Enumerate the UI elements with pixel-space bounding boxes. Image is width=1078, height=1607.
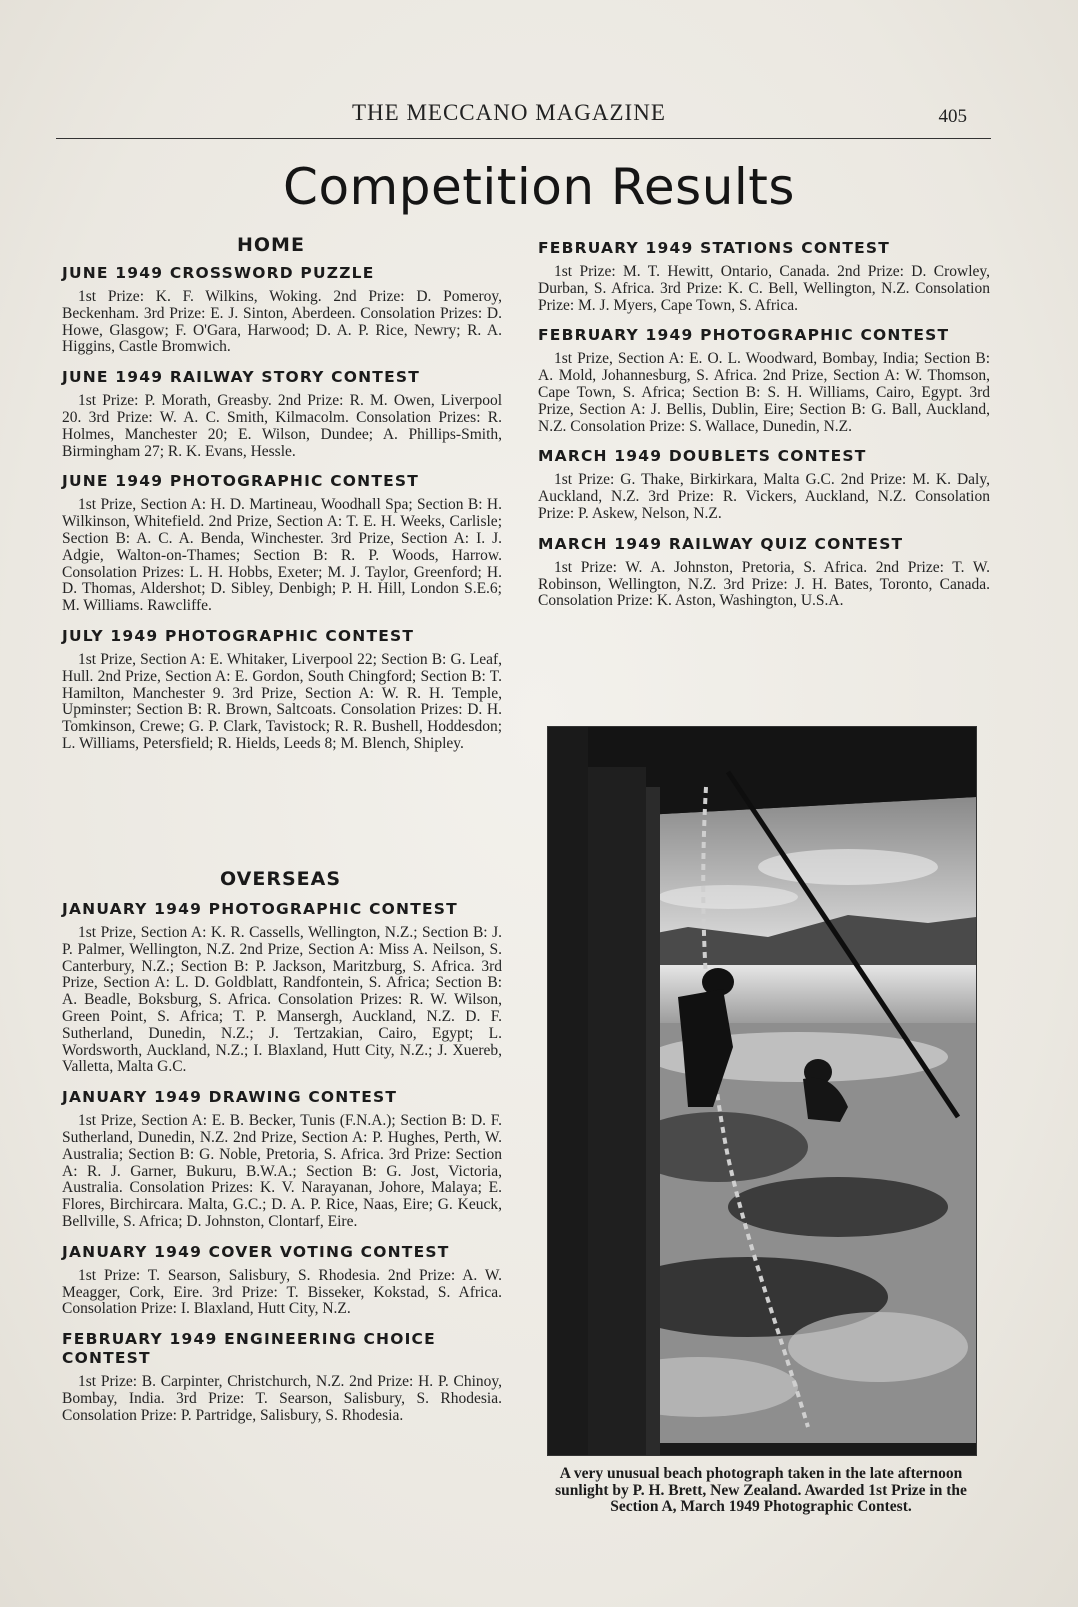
contest-title: FEBRUARY 1949 PHOTOGRAPHIC CONTEST <box>538 326 950 345</box>
contest-entry <box>62 627 502 753</box>
contest-results: 1st Prize: T. Searson, Salisbury, S. Rhodesia. 2nd Prize: A. W. Meagger, Cork, Eire. 3rd Prize: T. Bisseker, Kokstad, S. Africa. Consolation Prize: I. Blaxland, Hutt City, N.Z. <box>62 1266 502 1318</box>
contest-results: 1st Prize, Section A: E. O. L. Woodward, Bombay, India; Section B: A. Mold, Johannesburg, S. Africa. 2nd Prize, Section A: W. Thomson, Cape Town, S. Africa; Section B: S. H. Williams, Cairo, Egypt. 3rd Prize, Section A: J. Bellis, Dublin, Eire; Section B: G. Ball, Auckland, N.Z. Consolation Prize: S. Wallace, Dunedin, N.Z. <box>538 350 990 435</box>
contest-title: FEBRUARY 1949 ENGINEERING CHOICE CONTEST <box>62 1330 436 1368</box>
contest-entry <box>62 1243 502 1318</box>
contest-results: 1st Prize: M. T. Hewitt, Ontario, Canada. 2nd Prize: D. Crowley, Durban, S. Africa. 3rd Prize: K. C. Bell, Wellington, N.Z. Consolation Prize: M. J. Myers, Cape Town, S. Africa. <box>538 263 990 314</box>
left-column-home <box>62 264 502 765</box>
right-column-overseas <box>538 239 990 622</box>
contest-entry <box>62 900 502 1076</box>
contest-title: JULY 1949 PHOTOGRAPHIC CONTEST <box>62 626 415 645</box>
running-header <box>56 98 991 139</box>
contest-title: JUNE 1949 PHOTOGRAPHIC CONTEST <box>62 472 420 491</box>
contest-entry <box>62 1330 502 1424</box>
contest-title: JUNE 1949 CROSSWORD PUZZLE <box>62 264 375 282</box>
contest-title: JANUARY 1949 PHOTOGRAPHIC CONTEST <box>62 900 458 918</box>
contest-entry <box>62 1088 502 1231</box>
section-heading-overseas: OVERSEAS <box>220 868 342 890</box>
contest-entry <box>62 264 502 356</box>
contest-entry <box>62 472 502 615</box>
contest-title: MARCH 1949 RAILWAY QUIZ CONTEST <box>538 534 904 553</box>
contest-title: JUNE 1949 RAILWAY STORY CONTEST <box>62 368 420 387</box>
contest-entry <box>62 368 502 460</box>
page-number: 405 <box>938 106 967 127</box>
contest-results: 1st Prize, Section A: K. R. Cassells, Wellington, N.Z.; Section B: J. P. Palmer, Wellington, N.Z. 2nd Prize, Section A: Miss A. Neilson, S. Canterbury, N.Z.; Section B: P. Jackson, Maritzburg, S. Africa. 3rd Prize, Section A: L. D. Goldblatt, Randfontein, S. Africa; Section B: A. Beadle, Boksburg, S. Africa. Consolation Prizes: R. W. Wilson, Green Point, S. Africa; T. P. Mansergh, Auckland, N.Z. D. F. Sutherland, Dunedin, N.Z.; J. Tertzakian, Cairo, Egypt; L. Wordsworth, Auckland, N.Z.; I. Blaxland, Hutt City, N.Z.; J. Xuereb, Valletta, Malta G.C. <box>62 924 502 1076</box>
contest-results: 1st Prize: K. F. Wilkins, Woking. 2nd Prize: D. Pomeroy, Beckenham. 3rd Prize: E. J. Sinton, Aberdeen. Consolation Prizes: D. Howe, Glasgow; F. O'Gara, Harwood; D. A. P. Rice, Newry; R. A. Higgins, Castle Bromwich. <box>62 288 502 356</box>
contest-results: 1st Prize, Section A: E. B. Becker, Tunis (F.N.A.); Section B: D. F. Sutherland, Dunedin, N.Z. 2nd Prize, Section A: P. Hughes, Perth, W. Australia; Section B: G. Noble, Pretoria, S. Africa. 3rd Prize: Section A: R. J. Garner, Bukuru, B.W.A.; Section B: G. Jost, Victoria, Australia. Consolation Prizes: K. V. Narayanan, Johore, Malaya; E. Flores, Birchircara. Malta, G.C.; D. A. P. Rice, Naas, Eire; G. Keuck, Bellville, S. Africa; D. Johnston, Clontarf, Eire. <box>62 1112 502 1230</box>
contest-title: JANUARY 1949 COVER VOTING CONTEST <box>62 1242 450 1261</box>
contest-entry <box>538 239 990 314</box>
magazine-title: THE MECCANO MAGAZINE <box>352 100 666 125</box>
photo-caption: A very unusual beach photograph taken in the late afternoon sunlight by P. H. Brett, New Zealand. Awarded 1st Prize in the Section A, March 1949 Photographic Contest. <box>555 1465 967 1515</box>
contest-title: FEBRUARY 1949 STATIONS CONTEST <box>538 239 891 257</box>
beach-photo-image <box>548 727 976 1455</box>
contest-entry <box>538 447 990 522</box>
beach-photograph <box>547 726 977 1456</box>
contest-results: 1st Prize: B. Carpinter, Christchurch, N.Z. 2nd Prize: H. P. Chinoy, Bombay, India. 3rd Prize: T. Searson, Salisbury, S. Rhodesia. Consolation Prize: P. Partridge, Salisbury, S. Rhodesia. <box>62 1373 502 1424</box>
contest-entry <box>538 326 990 435</box>
left-column-overseas <box>62 900 502 1437</box>
contest-results: 1st Prize, Section A: H. D. Martineau, Woodhall Spa; Section B: H. Wilkinson, Whitefield. 2nd Prize, Section A: T. E. H. Weeks, Carlisle; Section B: A. C. A. Benda, Winchester. 3rd Prize, Section A: I. J. Adgie, Walton-on-Thames; Section B: R. P. Woods, Harrow. Consolation Prizes: L. H. Hobbs, Exeter; M. J. Taylor, Greenford; H. D. Thomas, Aldershot; D. Sibley, Denbigh; P. H. Hill, London S.E.6; M. Williams. Rawcliffe. <box>62 496 502 615</box>
section-heading-home: HOME <box>237 234 305 256</box>
contest-results: 1st Prize: P. Morath, Greasby. 2nd Prize: R. M. Owen, Liverpool 20. 3rd Prize: W. A. C. Smith, Kilmacolm. Consolation Prizes: R. Holmes, Manchester 20; E. Wilson, Dundee; A. Phillips-Smith, Birmingham 27; R. K. Evans, Hessle. <box>62 392 502 460</box>
page-title: Competition Results <box>283 158 795 216</box>
contest-title: JANUARY 1949 DRAWING CONTEST <box>62 1088 398 1107</box>
contest-results: 1st Prize: W. A. Johnston, Pretoria, S. Africa. 2nd Prize: T. W. Robinson, Wellington, N.Z. 3rd Prize: J. H. Bates, Toronto, Canada. Consolation Prize: K. Aston, Washington, U.S.A. <box>538 558 990 610</box>
contest-title: MARCH 1949 DOUBLETS CONTEST <box>538 447 867 466</box>
contest-entry <box>538 535 990 610</box>
contest-results: 1st Prize: G. Thake, Birkirkara, Malta G.C. 2nd Prize: M. K. Daly, Auckland, N.Z. 3rd Prize: R. Vickers, Auckland, N.Z. Consolation Prize: P. Askew, Nelson, N.Z. <box>538 471 990 522</box>
contest-results: 1st Prize, Section A: E. Whitaker, Liverpool 22; Section B: G. Leaf, Hull. 2nd Prize, Section A: E. Gordon, South Chingford; Section B: T. Hamilton, Manchester 9. 3rd Prize, Section A: W. R. H. Temple, Upminster; Section B: R. Brown, Saltcoats. Consolation Prizes: D. H. Tomkinson, Crewe; G. P. Clark, Tavistock; R. R. Bushell, Hoddesdon; L. Williams, Petersfield; R. Hields, Leeds 8; M. Blench, Shipley. <box>62 650 502 752</box>
